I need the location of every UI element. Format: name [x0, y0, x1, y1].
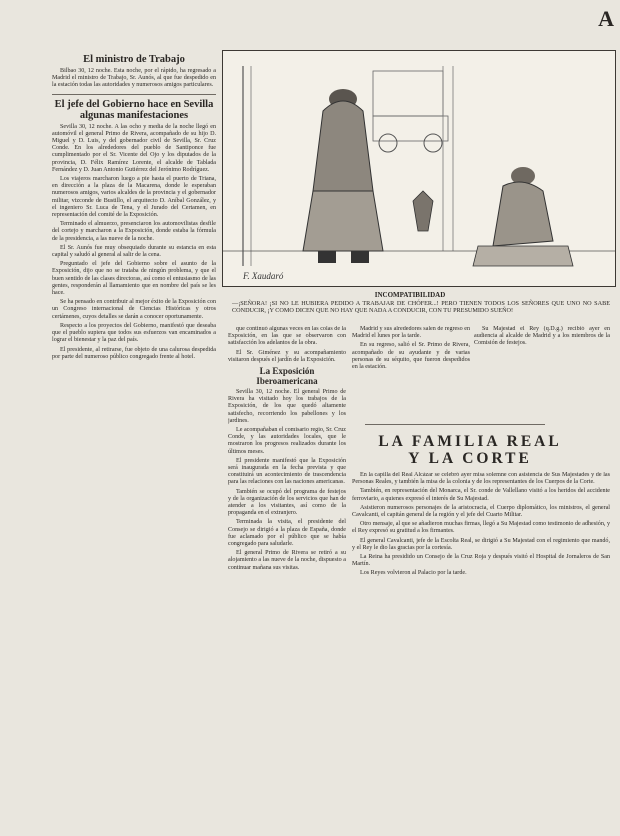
cartoon-illustration — [222, 50, 616, 287]
article-text: También se ocupó del programa de festejos y de la organización de los servicios que han de atender a los visitantes, así como de la propaganda en el extranjero. — [228, 488, 346, 517]
article-ministro-text: Bilbao 30, 12 noche. Esta noche, por el rápido, ha regresado a Madrid el ministro de Trabajo, Sr. Aunós, al que fue despedido en la estación todas las autoridades y numerosos amigos particulares. — [52, 68, 216, 89]
right-column-upper — [352, 326, 470, 421]
page-corner-mark: A — [598, 6, 614, 31]
article-text: El Sr. Giménez y su acompañamiento visitaron después el jardín de la Exposición. — [228, 349, 346, 363]
article-text: Su Majestad el Rey (q.D.g.) recibió ayer en audiencia al alcalde de Madrid y a los miembros de la Comisión de festejos. — [474, 326, 610, 347]
article-text: Asistieron numerosos personajes de la aristocracia, el Cuerpo diplomático, los ministros, el general Cavalcanti, el capitán general de la región y el jefe del Cuarto Militar. — [352, 504, 610, 519]
article-text: Se ha pensado en contribuir al mejor éxito de la Exposición con un Congreso internacional de Ciencias Históricas y otros certámenes, cuyos detalles se darán a conocer oportunamente. — [52, 299, 216, 320]
section-divider — [365, 424, 545, 425]
cartoon-drawing — [223, 51, 615, 286]
headline-ministro: El ministro de Trabajo — [83, 54, 185, 65]
headline-familia-real — [350, 433, 590, 467]
article-text: El Sr. Aunós fue muy obsequiado durante su estancia en esta capital y saludó al general al salir de la cena. — [52, 244, 216, 259]
cartoon-caption: —¡SEÑORA! ¡SI NO LE HUBIERA PEDIDO A TRABAJAR DE CHÓFER...! PERO TIENEN TODOS LOS SEÑORES QUE UNO NO SABE CONDUCIR, ¡Y COMO DICEN QUE NO HAY QUE NADA A CONDUCIR, CON TU PRESUMIDO SUEÑO! — [232, 300, 610, 314]
article-text: Sevilla 30, 12 noche. El general Primo de Rivera ha visitado hoy los trabajos de la Exposición, de los que quedó altamente satisfecho, recorriendo los pabellones y los jardines. — [228, 389, 346, 424]
article-text: La Reina ha presidido un Consejo de la Cruz Roja y después visitó el Hospital de Jornaleros de San Martín. — [352, 554, 610, 568]
article-text: El general Cavalcanti, jefe de la Escolta Real, se dirigió a Su Majestad con el regimiento que mandó, y el Rey le dio las gracias por la cortesía. — [352, 537, 610, 551]
article-text: que continuó algunas veces en las colas de la Exposición, en las que se observaron con satisfacción los adelantos de la obra. — [228, 326, 346, 347]
article-text: Terminada la visita, el presidente del Consejo se dirigió a la plaza de España, donde fue aclamado por el público que se había congregado para saludarle. — [228, 519, 346, 548]
article-text: Preguntado el jefe del Gobierno sobre el asunto de la Exposición, dijo que no se trataba de ningún problema, y que el buen sentido de las clases directoras, así como el entusiasmo de las gentes, responderán al llamamiento que en nombre del país se les hace. — [52, 261, 216, 297]
article-text: Le acompañaban el comisario regio, Sr. Cruz Conde, y las autoridades locales, que le mostraron los progresos realizados durante los últimos meses. — [228, 427, 346, 455]
article-text: Respecto a los proyectos del Gobierno, manifestó que deseaba que el pueblo supiera que todos sus esfuerzos van encaminados a lograr el bienestar y la paz del país. — [52, 322, 216, 344]
article-text: Otro mensaje, al que se añadieron muchas firmas, llegó a Su Majestad como testimonio de adhesión, y el Rey expresó su gratitud a los firmantes. — [352, 521, 610, 535]
headline-jefe-gobierno: El jefe del Gobierno hace en Sevilla algunas manifestaciones — [54, 98, 214, 121]
article-text: Madrid y sus alrededores salen de regreso en Madrid el lunes por la tarde. — [352, 326, 470, 340]
middle-column — [228, 326, 346, 832]
article-text: El presidente, al retirarse, fue objeto de una calurosa despedida por parte del numeroso público congregado frente al hotel. — [52, 346, 216, 360]
left-column — [52, 52, 216, 832]
headline-line-1: LA FAMILIA REAL — [378, 433, 562, 450]
column-divider — [52, 94, 216, 95]
article-text: En su regreso, salió el Sr. Primo de Rivera, acompañado de su ayudante y de varias personas de su séquito, que fueron despedidos en la estación. — [352, 342, 470, 371]
article-text: Terminado el almuerzo, presenciaron los automovilistas desfile del cortejo y marcharon a la Exposición, donde estaba la fórmula de la presidencia, a las nueve de la noche. — [52, 221, 216, 242]
right-column-upper-b — [474, 326, 610, 421]
cartoon-signature: F. Xaudaró — [243, 271, 284, 281]
article-text: Los viajeros marcharon luego a pie hasta el puerto de Triana, en dirección a la plaza de la Macarena, donde le esperaban numerosos amigos, varios alcaldes de la provincia y el gobernador militar, vizconde de Bustillo, el arquitecto D. Aníbal González, y el ingeniero Sr. Luca de Tena, y el Jurado del Certamen, en representación del comité de la Exposición. — [52, 176, 216, 219]
right-column-lower — [352, 472, 610, 832]
article-text: Sevilla 30, 12 noche. A las ocho y media de la noche llegó en automóvil el general Primo de Rivera, acompañado de su hijo D. Miguel y D. Luis, y del gobernador civil de Sevilla, Sr. Cruz Conde. En los alrededores del pueblo de Santiponce fue cumplimentado por el Sr. Vicente del Ojo y los diputados de la provincia, D. Félix Ramírez Lorente, el alcalde de Tablada Fernández y D. Juan Antonio Gutiérrez del Jerónimo Rodríguez. — [52, 123, 216, 173]
headline-line-2: Y LA CORTE — [408, 450, 532, 467]
article-text: En la capilla del Real Alcázar se celebró ayer misa solemne con asistencia de Sus Majestades y de las Personas Reales, y también la misa de la colonia y de los representantes de los Cuerpos de la Corte. — [352, 472, 610, 486]
headline-exposicion: La Exposición Iberoamericana — [256, 366, 318, 387]
cartoon-title: INCOMPATIBILIDAD — [374, 291, 446, 299]
article-text: También, en representación del Monarca, el Sr. conde de Vallellano visitó a los heridos del accidente ferroviario, a quienes expresó el interés de Su Majestad. — [352, 488, 610, 502]
article-text: El presidente manifestó que la Exposición será inaugurada en la fecha prevista y que constituirá un acontecimiento de trascendencia para las relaciones con las naciones americanas. — [228, 457, 346, 486]
article-text: El general Primo de Rivera se retiró a su alojamiento a las nueve de la noche, dispuesto a continuar mañana sus visitas. — [228, 550, 346, 571]
article-text: Los Reyes volvieron al Palacio por la tarde. — [360, 570, 467, 577]
